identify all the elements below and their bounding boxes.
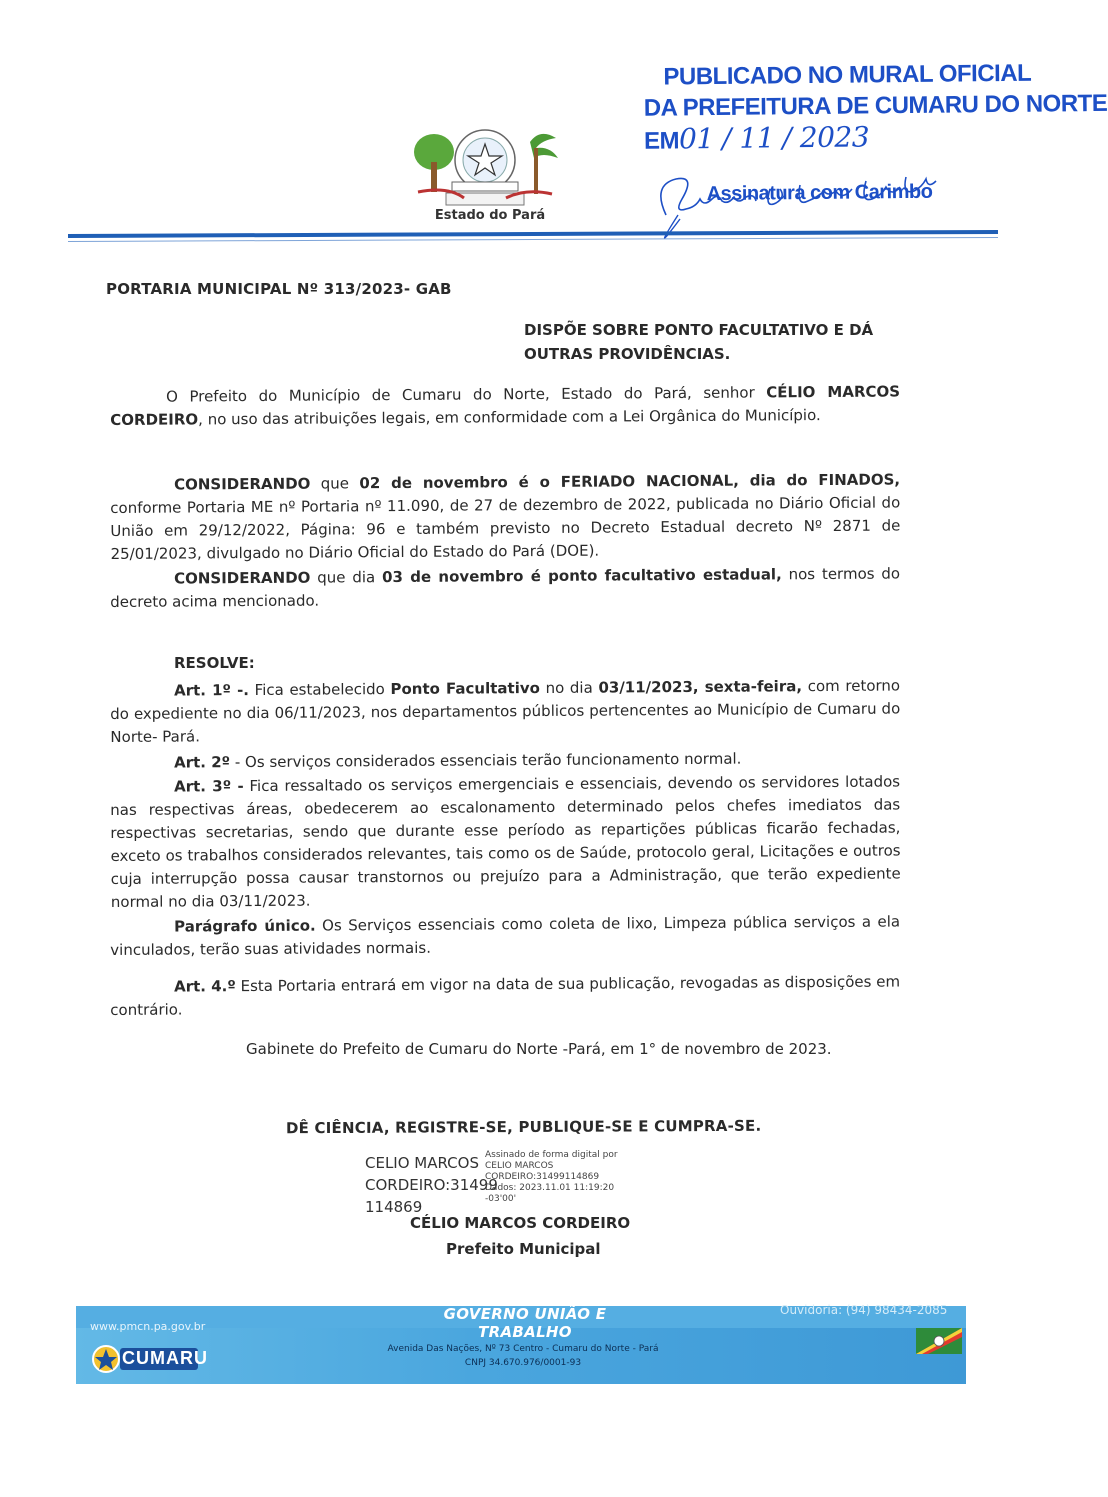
digital-signature-name-2: CORDEIRO:31499 <box>365 1176 498 1194</box>
digital-signature-info <box>485 1150 618 1205</box>
article-4 <box>110 970 900 1022</box>
considerando-1-emphasis: 02 de novembro é o FERIADO NACIONAL, dia do FINADOS, <box>359 470 901 493</box>
stamp-date-line <box>600 120 1020 157</box>
paragrafo-unico <box>110 910 900 962</box>
digital-signature-name-1: CELIO MARCOS <box>365 1154 479 1172</box>
footer-slogan: GOVERNO UNIÃO E TRABALHO <box>443 1305 607 1341</box>
footer-logo-text: CUMARU <box>122 1348 208 1368</box>
stamp-line-2: DA PREFEITURA DE CUMARU DO NORTE <box>643 89 1108 122</box>
footer-cnpj: CNPJ 34.670.976/0001-93 <box>464 1358 582 1368</box>
considerando-2 <box>110 562 900 614</box>
article-4-label: Art. 4.º <box>174 977 236 996</box>
footer-ouvidoria: Ouvidoria: (94) 98434-2085 <box>780 1303 948 1317</box>
resolve-heading: RESOLVE: <box>174 654 255 672</box>
crest-caption: Estado do Pará <box>434 208 546 223</box>
document-title: PORTARIA MUNICIPAL Nº 313/2023- GAB <box>106 280 452 298</box>
article-1-text-2: no dia <box>539 678 599 697</box>
stamp-signature-label: Assinatura com Carimbo <box>706 180 933 206</box>
considerando-1-text: que <box>310 474 360 493</box>
stamp-date: 01 / 11 / 2023 <box>678 120 870 156</box>
signatory-name: CÉLIO MARCOS CORDEIRO <box>410 1214 631 1232</box>
article-1-text: Fica estabelecido <box>248 680 391 700</box>
article-2-body: - Os serviços considerados essenciais terão funcionamento normal. <box>230 749 742 772</box>
article-1-label: Art. 1º -. <box>174 681 250 700</box>
article-2-label: Art. 2º <box>174 753 231 772</box>
footer-address: Avenida Das Nações, Nº 73 Centro - Cumaru do Norte - Pará <box>387 1344 659 1354</box>
intro-mayor-name: CÉLIO MARCOS CORDEIRO <box>110 382 901 429</box>
considerando-2-emphasis: 03 de novembro é ponto facultativo estadual, <box>381 565 782 587</box>
article-3-label: Art. 3º - <box>174 777 244 796</box>
intro-paragraph <box>110 380 900 432</box>
paragrafo-unico-body: Os Serviços essenciais como coleta de lixo, Limpeza pública serviços a ela vinculados, terão suas atividades normais. <box>110 912 901 959</box>
considerando-1-label: CONSIDERANDO <box>174 474 311 494</box>
article-1-date: 03/11/2023, sexta-feira, <box>598 677 803 697</box>
stamp-prefix: EM <box>643 127 680 155</box>
stamp-line-1: PUBLICADO NO MURAL OFICIAL <box>663 59 1032 91</box>
article-3-body: Fica ressaltado os serviços emergenciais e essenciais, devendo os servidores lotados nas respectivas áreas, obedecerem ao escalonamento determinado pelos chefes imediatos das respectivas secretarias, sendo que durante esse período as repartições públicas ficarão fechadas, exceto os trabalhos considerados relevantes, tais como os de Saúde, protocolo geral, Licitações e outros cuja interrupção possa causar transtornos ou prejuízo para a Administração, que terão expediente normal no dia 03/11/2023. <box>110 772 901 911</box>
intro-text: O Prefeito do Município de Cumaru do Norte, Estado do Pará, senhor <box>166 383 767 406</box>
document-ementa: DISPÕE SOBRE PONTO FACULTATIVO E DÁ OUTRAS PROVIDÊNCIAS. <box>524 321 874 363</box>
intro-text-end: , no uso das atribuições legais, em conformidade com a Lei Orgânica do Município. <box>198 406 821 429</box>
article-1-emphasis: Ponto Facultativo <box>390 678 540 699</box>
digital-signature-name <box>365 1152 498 1218</box>
digital-signature-info-5: -03'00' <box>485 1194 517 1204</box>
closing-formula: DÊ CIÊNCIA, REGISTRE-SE, PUBLIQUE-SE E CUMPRA-SE. <box>285 1116 762 1138</box>
considerando-2-body: nos termos do decreto acima mencionado. <box>110 564 901 611</box>
considerando-2-label: CONSIDERANDO <box>174 568 311 588</box>
place-date-line: Gabinete do Prefeito de Cumaru do Norte -Pará, em 1° de novembro de 2023. <box>246 1040 832 1058</box>
digital-signature-info-4: Dados: 2023.11.01 11:19:20 <box>485 1183 615 1193</box>
article-4-body: Esta Portaria entrará em vigor na data de sua publicação, revogadas as disposições em contrário. <box>110 972 901 1019</box>
digital-signature-info-2: CELIO MARCOS <box>485 1161 554 1171</box>
signatory-role: Prefeito Municipal <box>446 1240 601 1258</box>
considerando-1 <box>110 468 901 566</box>
article-1 <box>110 674 900 749</box>
state-flag-icon <box>916 1328 962 1354</box>
digital-signature-info-3: CORDEIRO:31499114869 <box>485 1172 600 1182</box>
footer-website-link[interactable]: www.pmcn.pa.gov.br <box>90 1320 206 1333</box>
article-1-body: com retorno do expediente no dia 06/11/2023, nos departamentos públicos pertencentes ao Município de Cumaru do Norte- Pará. <box>110 676 901 746</box>
digital-signature-info-1: Assinado de forma digital por <box>485 1150 618 1160</box>
paragrafo-unico-label: Parágrafo único. <box>174 916 316 936</box>
article-3 <box>110 770 901 914</box>
digital-signature-name-3: 114869 <box>365 1198 423 1216</box>
considerando-1-body: conforme Portaria ME nº Portaria nº 11.090, de 27 de dezembro de 2022, publicada no Diário Oficial do União em 29/12/2022, Página: 96 e também previsto no Decreto Estadual decreto Nº 2871 de 25/01/2023, divulgado no Diário Oficial do Estado do Pará (DOE). <box>110 493 901 563</box>
considerando-2-text: que dia <box>310 568 383 587</box>
